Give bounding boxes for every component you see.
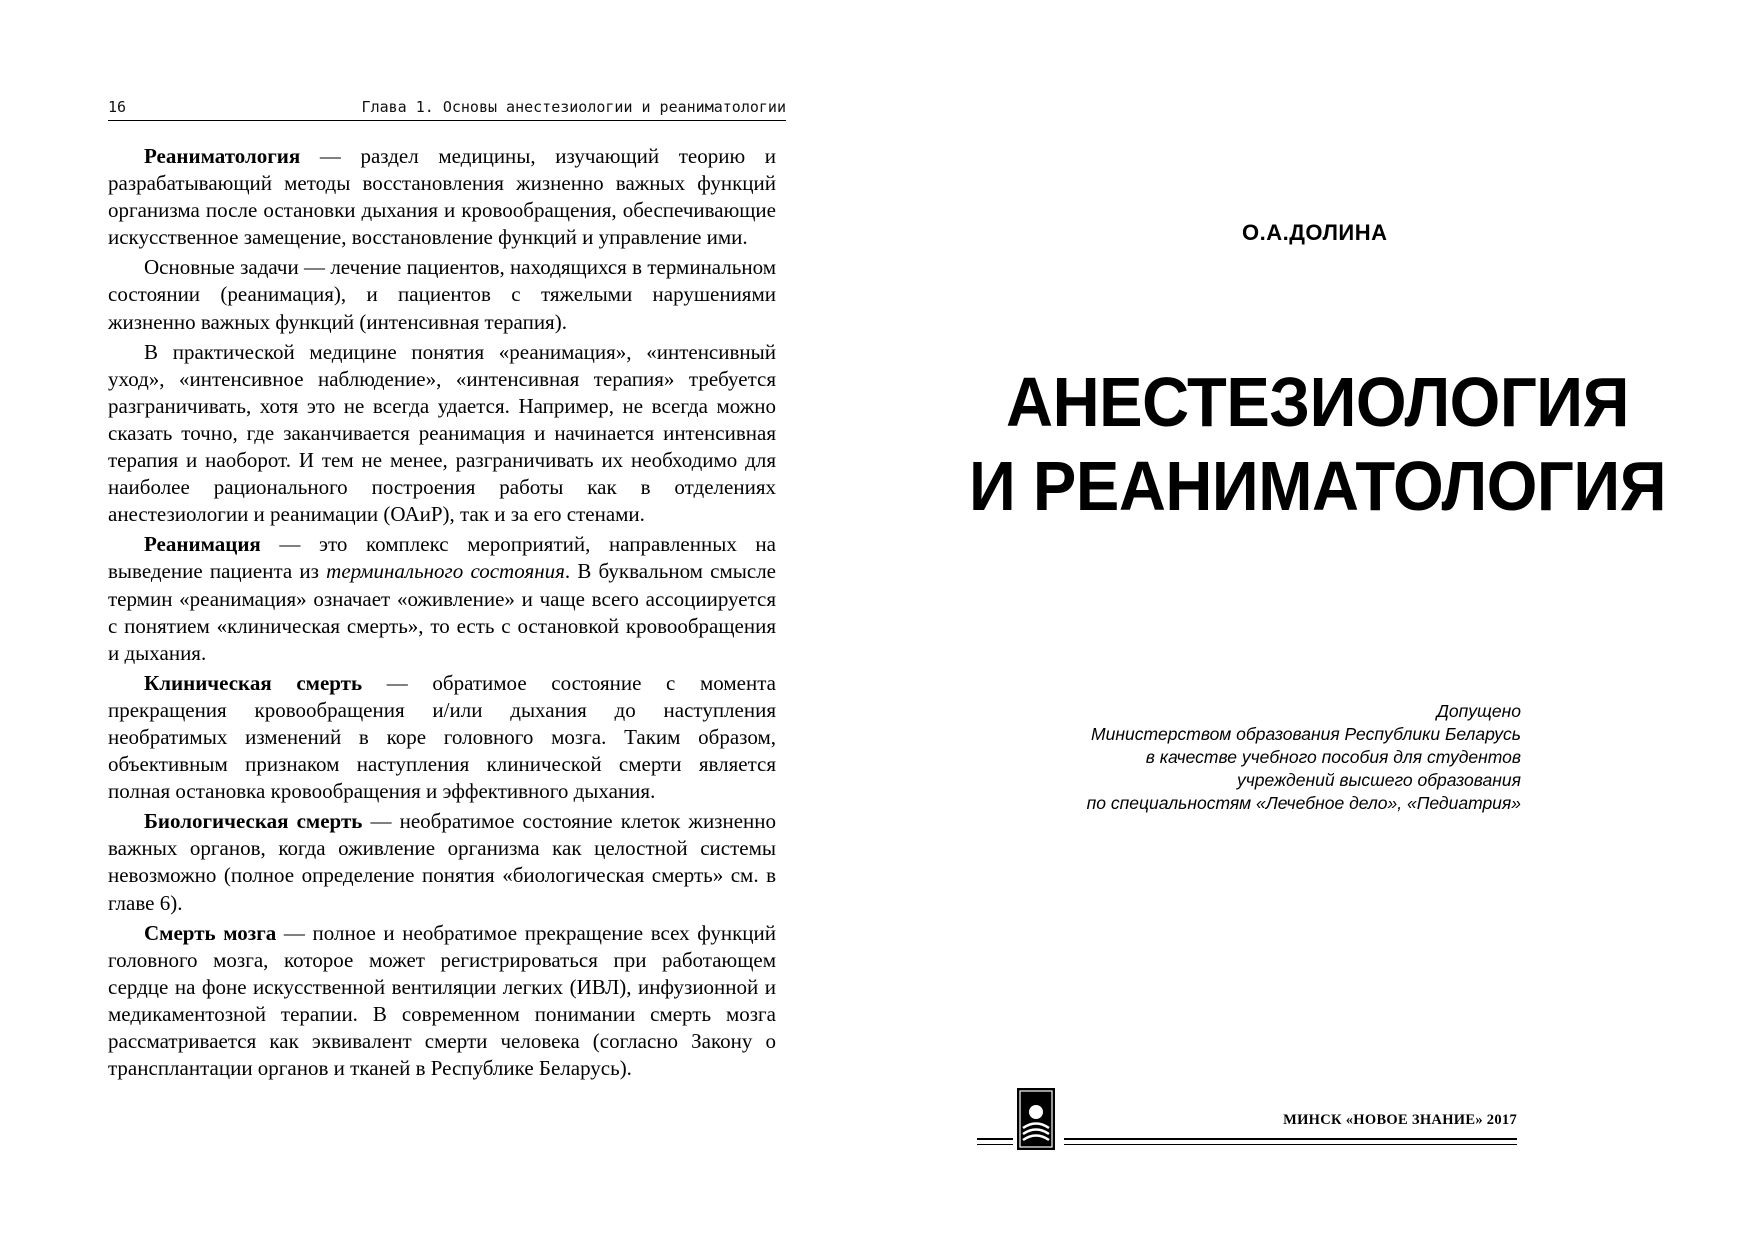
paragraph: Клиническая смерть — обратимое состояние с момента прекращения кровообращения и/или дыхания до наступления необратимых изменений в коре головного мозга. Таким образом, объективным признаком наступления клинической смерти является полная остановка кровообращения и эффективного дыхания. xyxy=(108,670,776,804)
approval-note: Допущено Министерством образования Республики Беларусь в качестве учебного пособия для студентов учреждений высшего образования по специальностям «Лечебное дело», «Педиатрия» xyxy=(1086,701,1521,813)
paragraph: Биологическая смерть — необратимое состояние клеток жизненно важных органов, когда оживление организма как целостной системы невозможно (полное определение понятия «биологическая смерть» см. в главе 6). xyxy=(108,809,777,915)
title-line-1: АНЕСТЕЗИОЛОГИЯ xyxy=(1006,363,1629,441)
footer-rule xyxy=(977,1144,1013,1145)
title-line-2: И РЕАНИМАТОЛОГИЯ xyxy=(968,447,1667,525)
footer-rule xyxy=(977,1138,1013,1140)
body-text xyxy=(108,143,776,1085)
term: Смерть мозга xyxy=(144,920,277,945)
chapter-title: Глава 1. Основы анестезиологии и реаниматологии xyxy=(361,98,786,116)
book-title xyxy=(908,360,1727,528)
italic-term: терминального состояния xyxy=(326,559,565,584)
term: Клиническая смерть xyxy=(144,670,363,695)
term: Реаниматология xyxy=(144,144,301,168)
term: Реанимация xyxy=(144,532,261,557)
paragraph: Основные задачи — лечение пациентов, находящихся в терминальном состоянии (реанимация), и пациентов с тяжелыми нарушениями жизненно важных функций (интенсивная терапия). xyxy=(108,255,776,334)
footer-rule xyxy=(1064,1138,1517,1140)
right-page: О.А.ДОЛИНА АНЕСТЕЗИОЛОГИЯ И РЕАНИМАТОЛОГИЯ Допущено Министерством образования Республики Беларусь в качестве учебного пособия для студентов учреждений высшего образования по специальностям «Лечебное дело», «Педиатрия» МИНСК «НОВОЕ ЗНАНИЕ» 2017 xyxy=(877,0,1754,1240)
page-number: 16 xyxy=(108,98,127,116)
header-rule xyxy=(108,120,786,121)
paragraph: Смерть мозга — полное и необратимое прекращение всех функций головного мозга, которое может регистрироваться при работающем сердце на фоне искусственной вентиляции легких (ИВЛ), инфузионной и медикаментозной терапии. В современном понимании смерть мозга рассматривается как эквивалент смерти человека (согласно Закону о трансплантации органов и тканей в Республике Беларусь). xyxy=(108,920,776,1081)
publisher-logo-icon xyxy=(1017,1088,1055,1150)
term: Биологическая смерть xyxy=(144,809,363,834)
paragraph: Реаниматология — раздел медицины, изучающий теорию и разрабатывающий методы восстановления жизненно важных функций организма после остановки дыхания и кровообращения, обеспечивающие искусственное замещение, восстановление функций и управление ими. xyxy=(108,144,776,250)
footer-rule xyxy=(1064,1144,1517,1145)
publisher-line: МИНСК «НОВОЕ ЗНАНИЕ» 2017 xyxy=(1283,1112,1517,1128)
running-header xyxy=(108,98,786,122)
paragraph: В практической медицине понятия «реанимация», «интенсивный уход», «интенсивное наблюдение», «интенсивная терапия» требуется разграничивать, хотя это не всегда удается. Например, не всегда можно сказать точно, где заканчивается реанимация и начинается интенсивная терапия и наоборот. И тем не менее, разграничивать их необходимо для наиболее рационального построения работы как в отделениях анестезиологии и реанимации (ОАиР), так и за его стенами. xyxy=(108,339,776,527)
paragraph: Реанимация — это комплекс мероприятий, направленных на выведение пациента из терминального состояния. В буквальном смысле термин «реанимация» означает «оживление» и чаще всего ассоциируется с понятием «клиническая смерть», то есть с остановкой кровообращения и дыхания. xyxy=(108,532,776,665)
